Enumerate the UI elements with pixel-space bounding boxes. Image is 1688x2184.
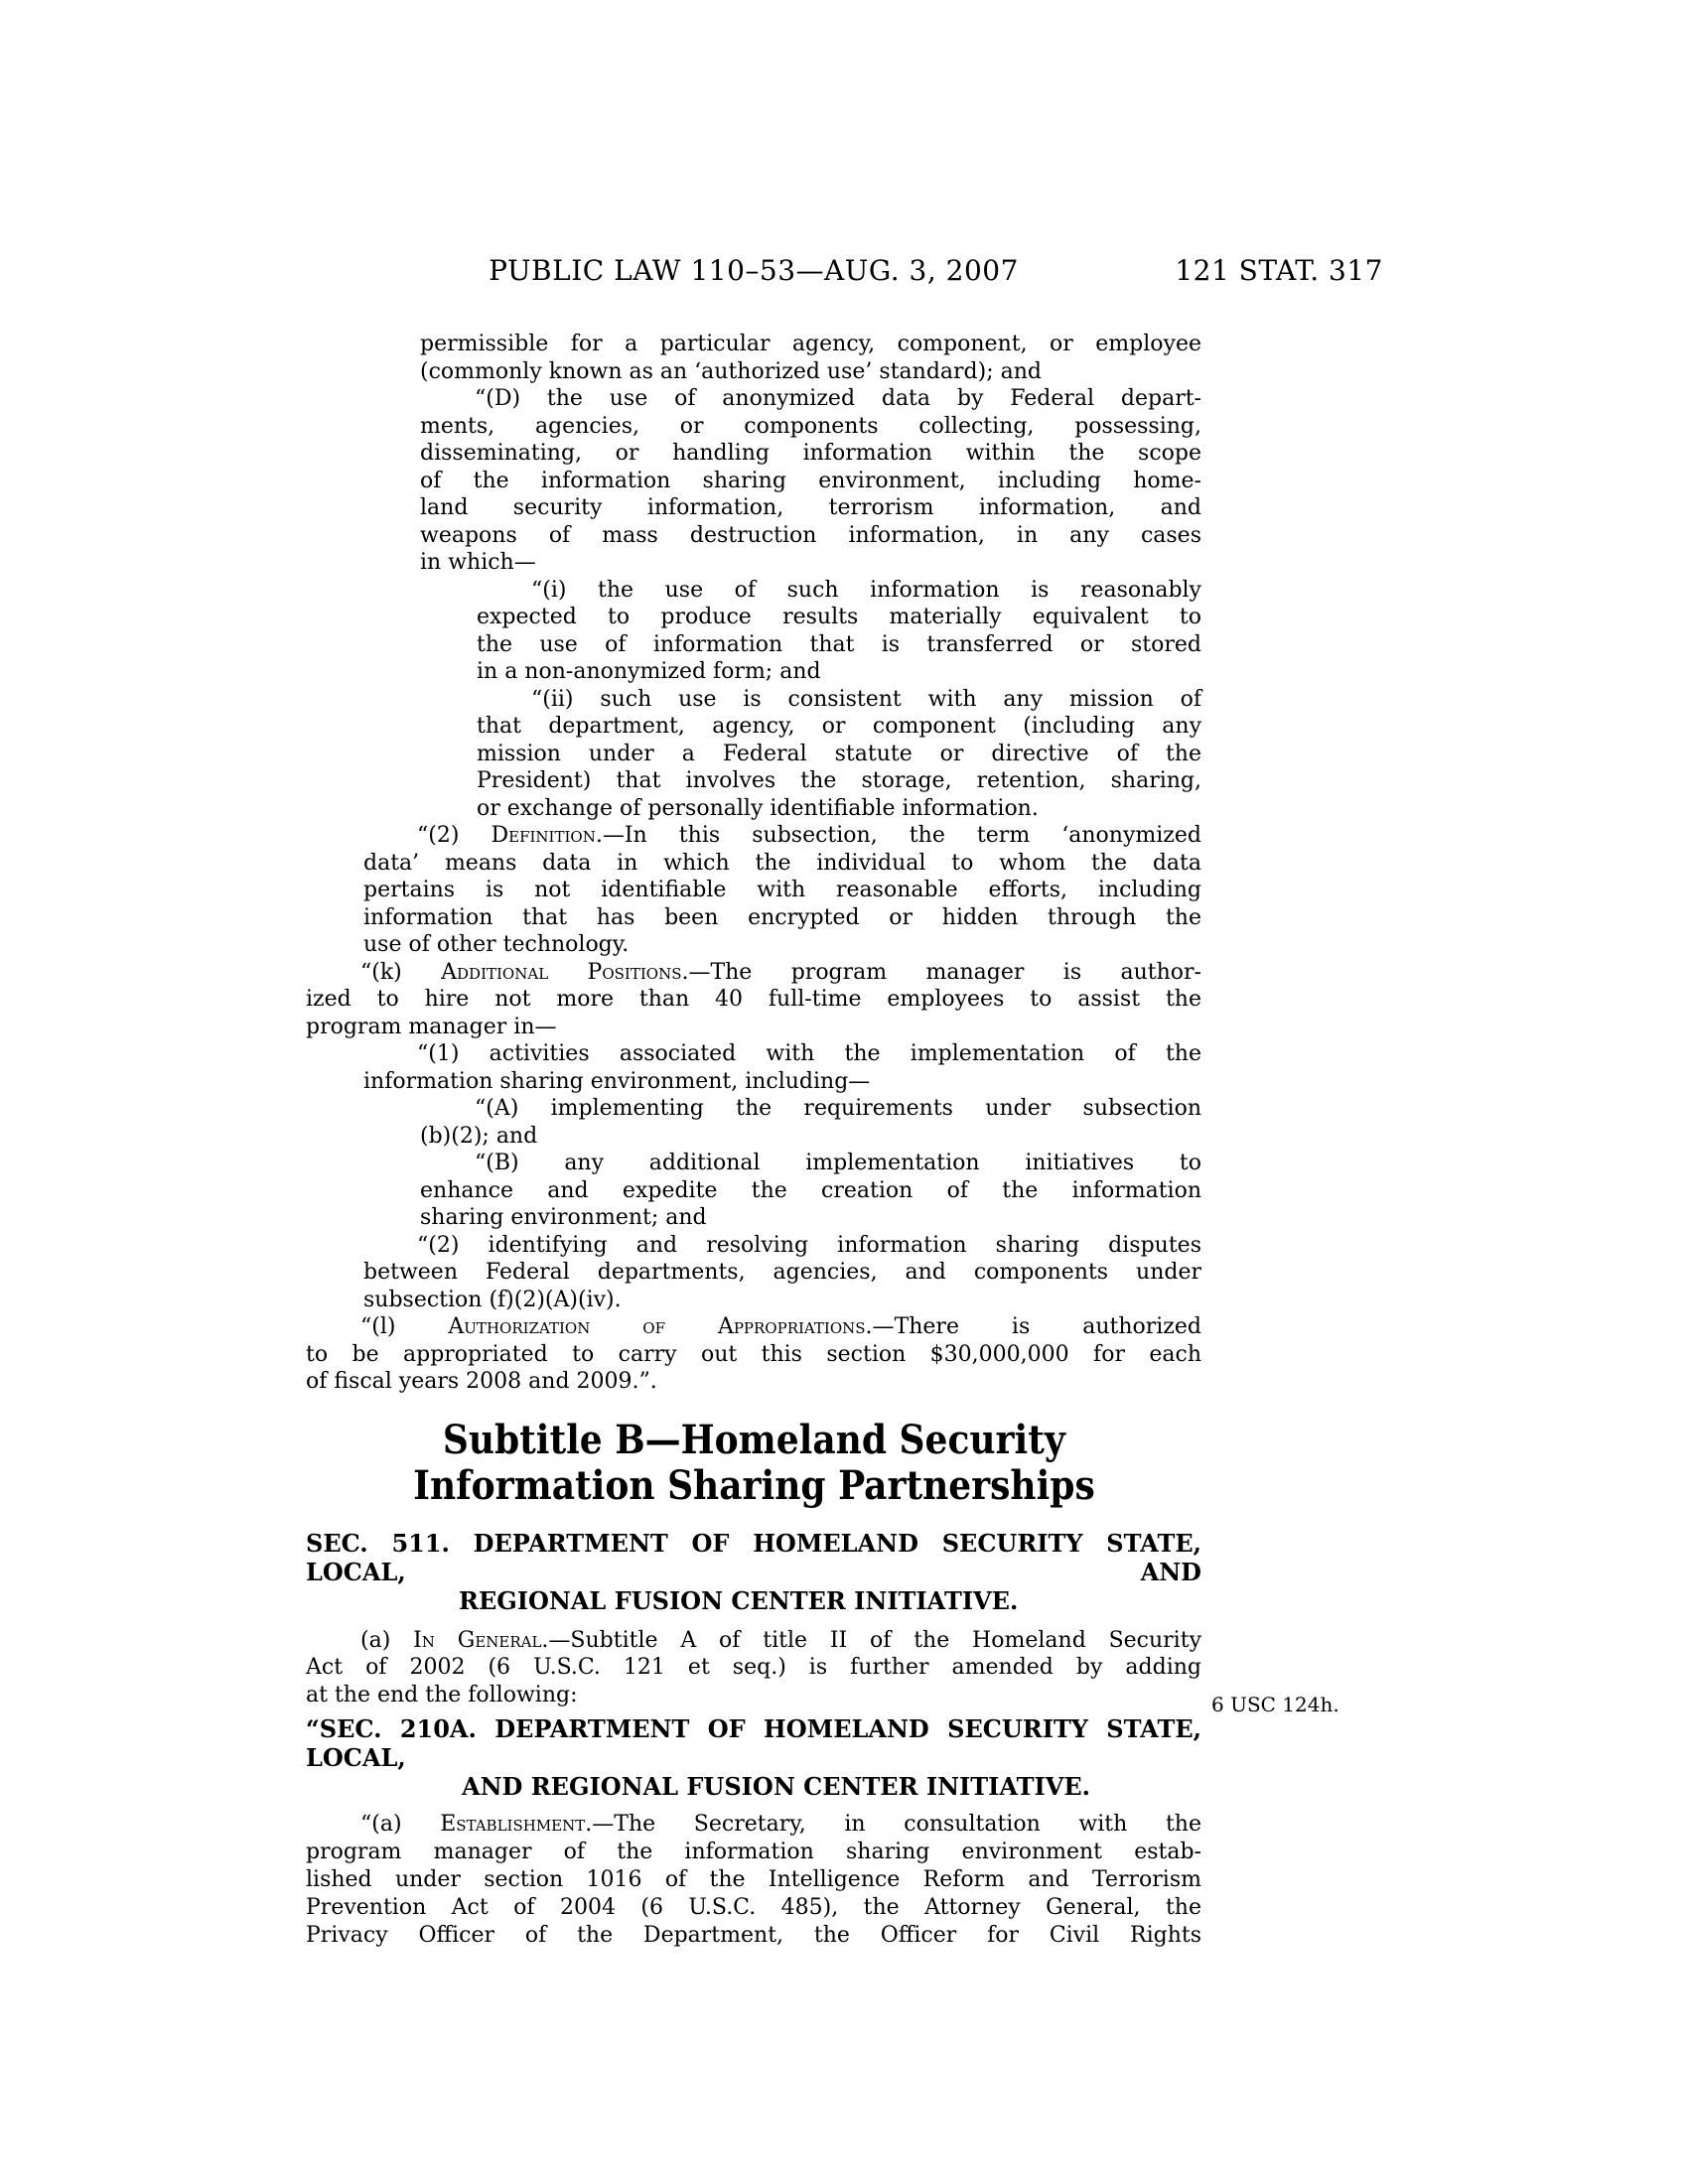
text-line [306, 1014, 1201, 1041]
text-line [420, 1177, 1201, 1205]
text-line [420, 1204, 1201, 1232]
text-line [363, 1068, 1201, 1096]
text-run: AND REGIONAL FUSION CENTER INITIATIVE. [462, 1772, 1091, 1801]
text-line [306, 986, 1201, 1014]
text-run: expected to produce results materially equivalent to [477, 605, 1201, 629]
text-run: “(2) [417, 823, 492, 848]
in-general-paragraph [306, 1627, 1201, 1709]
text-run: “(a) [360, 1812, 441, 1837]
small-caps-run: Authorization of Appropriations.— [448, 1314, 895, 1339]
text-line [306, 1341, 1201, 1369]
text-line [477, 604, 1201, 631]
text-line [306, 1654, 1201, 1682]
text-line [420, 413, 1201, 441]
text-run: In this subsection, the term ‘anonymized [624, 823, 1201, 848]
running-header-law-title: PUBLIC LAW 110–53—AUG. 3, 2007 [489, 254, 1019, 287]
text-run: “(A) implementing the requirements under subsection [475, 1096, 1201, 1121]
text-line [363, 1287, 1201, 1314]
subtitle-heading-line2: Information Sharing Partnerships [412, 1461, 1095, 1509]
text-run: “(2) identifying and resolving information sharing disputes [417, 1232, 1201, 1258]
text-run: to be appropriated to carry out this section $30,000,000 for each [306, 1341, 1201, 1367]
text-line [363, 877, 1201, 904]
text-run: ments, agencies, or components collecting, possessing, [420, 413, 1201, 439]
subtitle-heading [306, 1418, 1201, 1509]
text-run: Privacy Officer of the Department, the Officer for Civil Rights [306, 1923, 1201, 1948]
small-caps-run: Definition.— [491, 823, 625, 848]
text-line [363, 1259, 1201, 1287]
text-line [306, 1839, 1201, 1866]
text-run: enhance and expedite the creation of the information [420, 1177, 1201, 1203]
text-run: sharing environment; and [420, 1205, 707, 1230]
text-run: ized to hire not more than 40 full-time employees to assist the [306, 987, 1201, 1012]
text-line [360, 1627, 1201, 1655]
text-line [477, 713, 1201, 741]
text-run: in which— [420, 550, 536, 575]
text-run: data’ means data in which the individual to whom the data [363, 850, 1201, 876]
text-line [475, 1095, 1201, 1123]
text-run: of the information sharing environment, including home- [420, 468, 1201, 493]
text-line [531, 577, 1201, 605]
text-line [477, 658, 1201, 686]
body-text-block [306, 331, 1201, 1396]
text-line [475, 1150, 1201, 1177]
text-run: program manager in— [306, 1014, 557, 1039]
text-column [306, 331, 1210, 1950]
text-run: information sharing environment, including— [363, 1068, 871, 1094]
subtitle-heading-line1: Subtitle B—Homeland Security [442, 1416, 1065, 1463]
text-run: lished under section 1016 of the Intelligence Reform and Terrorism [306, 1867, 1201, 1892]
text-run: There is authorized [894, 1314, 1201, 1339]
text-line [417, 1232, 1201, 1260]
text-run: “(l) [360, 1314, 449, 1339]
text-line [363, 850, 1201, 878]
text-line [477, 795, 1201, 823]
text-run: between Federal departments, agencies, and components under [363, 1260, 1201, 1285]
text-line [306, 1922, 1201, 1950]
text-line [417, 822, 1201, 850]
text-line [459, 1586, 1201, 1615]
text-run: information that has been encrypted or hidden through the [363, 904, 1201, 930]
text-run: disseminating, or handling information within the scope [420, 441, 1201, 466]
text-run: permissible for a particular agency, component, or employee [420, 332, 1201, 356]
text-run: Subtitle A of title II of the Homeland Security [570, 1627, 1201, 1653]
text-run: REGIONAL FUSION CENTER INITIATIVE. [459, 1585, 1019, 1615]
text-line [420, 522, 1201, 550]
text-line [477, 767, 1201, 795]
text-run: (b)(2); and [420, 1123, 538, 1149]
text-run: or exchange of personally identifiable information. [477, 795, 1039, 821]
text-run: subsection (f)(2)(A)(iv). [363, 1287, 622, 1312]
text-run: land security information, terrorism information, and [420, 495, 1201, 520]
text-line [475, 385, 1201, 413]
text-run: President) that involves the storage, retention, sharing, [477, 768, 1201, 793]
text-line [420, 358, 1201, 386]
text-run: use of other technology. [363, 932, 630, 957]
text-line [360, 1811, 1201, 1839]
text-run: that department, agency, or component (including any [477, 714, 1201, 739]
text-run: in a non-anonymized form; and [477, 659, 821, 684]
text-line [363, 904, 1201, 932]
text-run: at the end the following: [306, 1682, 578, 1707]
sec-511-heading [306, 1528, 1210, 1615]
text-line [462, 1772, 1201, 1801]
usc-margin-note: 6 USC 124h. [1211, 1693, 1339, 1716]
text-line [477, 741, 1201, 768]
text-run: (a) [360, 1627, 414, 1653]
text-run: (commonly known as an ‘authorized use’ standard); and [420, 358, 1042, 384]
text-run: “(i) the use of such information is reasonably [531, 577, 1201, 603]
text-run: Prevention Act of 2004 (6 U.S.C. 485), the Attorney General, the [306, 1895, 1201, 1920]
text-line [420, 468, 1201, 495]
text-run: of fiscal years 2008 and 2009.”. [306, 1369, 657, 1394]
text-line [531, 686, 1201, 714]
text-line [360, 1313, 1201, 1341]
text-run: SEC. 511. DEPARTMENT OF HOMELAND SECURITY STATE, LOCAL, AND [306, 1528, 1210, 1586]
text-line [420, 1123, 1201, 1151]
small-caps-run: In General.— [413, 1627, 571, 1653]
text-line [306, 1714, 1210, 1772]
text-run: “(B) any additional implementation initiatives to [475, 1151, 1201, 1175]
text-line [420, 440, 1201, 468]
text-line [417, 1040, 1201, 1068]
text-line [360, 959, 1201, 987]
text-run: the use of information that is transferred or stored [477, 631, 1201, 657]
establishment-paragraph [306, 1811, 1201, 1950]
running-header-stat-page: 121 STAT. 317 [1175, 254, 1383, 287]
text-run: “SEC. 210A. DEPARTMENT OF HOMELAND SECURITY STATE, LOCAL, [306, 1714, 1210, 1772]
text-line [306, 1894, 1201, 1922]
text-run: “(D) the use of anonymized data by Federal depart- [475, 386, 1201, 411]
text-run: mission under a Federal statute or directive of the [477, 741, 1201, 766]
text-line [420, 549, 1201, 577]
text-line [477, 631, 1201, 659]
text-line [306, 1682, 1201, 1709]
sec-210a-heading [306, 1714, 1210, 1801]
small-caps-run: Establishment.— [440, 1812, 615, 1837]
text-run: The Secretary, in consultation with the [614, 1812, 1201, 1837]
text-line [306, 1368, 1201, 1396]
text-run: program manager of the information sharing environment estab- [306, 1840, 1201, 1864]
text-run: The program manager is author- [710, 959, 1201, 985]
text-run: weapons of mass destruction information, in any cases [420, 522, 1201, 548]
small-caps-run: Additional Positions.— [441, 959, 711, 985]
text-run: “(ii) such use is consistent with any mission of [531, 686, 1201, 712]
text-run: “(1) activities associated with the implementation of the [417, 1041, 1201, 1066]
text-line [363, 931, 1201, 959]
text-line [420, 494, 1201, 522]
text-run: Act of 2002 (6 U.S.C. 121 et seq.) is further amended by adding [306, 1655, 1201, 1680]
text-line [306, 1866, 1201, 1894]
text-line [306, 1528, 1210, 1586]
text-line [420, 331, 1201, 358]
text-run: pertains is not identifiable with reasonable efforts, including [363, 878, 1201, 902]
text-run: “(k) [360, 959, 442, 985]
